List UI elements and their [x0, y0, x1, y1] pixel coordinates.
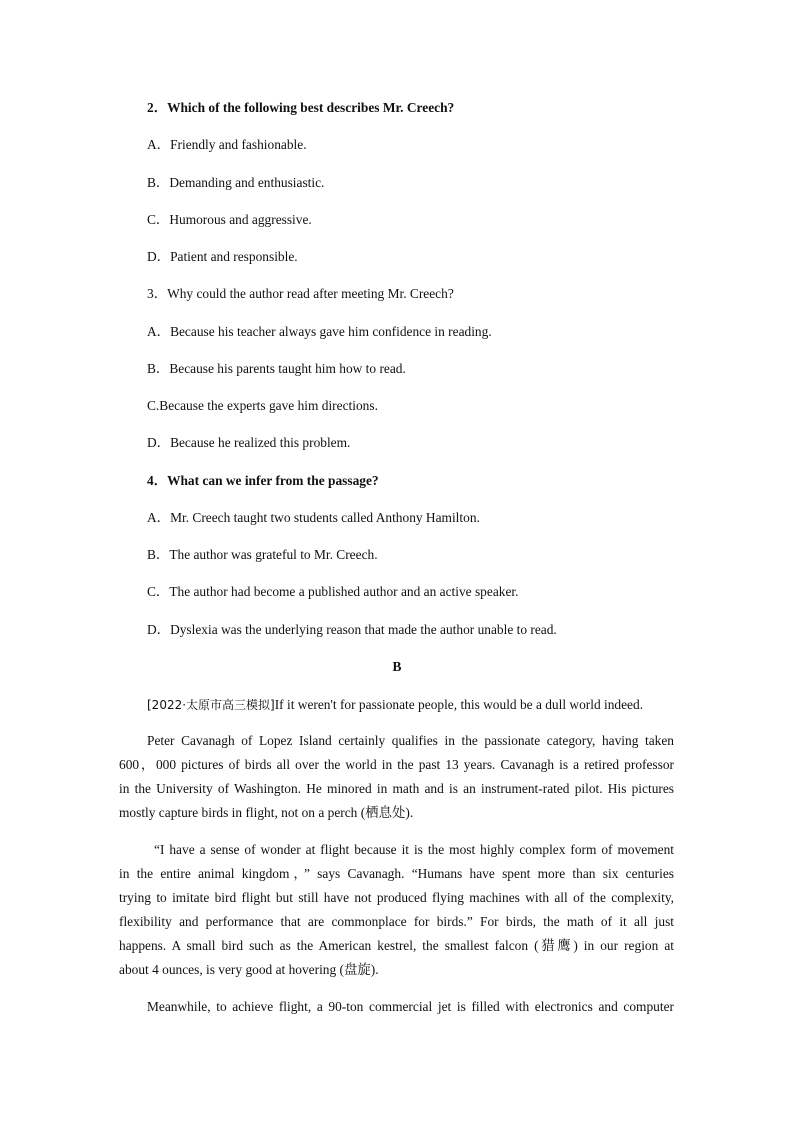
paragraph-line: about 4 ounces, is very good at hovering (盘旋). [119, 962, 379, 977]
option-text: Because the experts gave him directions. [159, 398, 378, 413]
paragraph-line: “I have a sense of wonder at flight because it is the most highly complex form of movement [154, 842, 674, 857]
option-label: D． [147, 249, 171, 264]
question-4-option-d [147, 622, 557, 638]
question-3-stem [147, 286, 454, 302]
option-label: C． [147, 212, 170, 227]
option-label: C. [147, 398, 160, 413]
question-2-option-a [147, 137, 307, 153]
option-label: D． [147, 435, 171, 450]
question-3-option-a [147, 324, 492, 340]
option-text: The author had become a published author and an active speaker. [169, 584, 519, 599]
paragraph-line: Peter Cavanagh of Lopez Island certainly qualifies in the passionate category, having taken [147, 733, 674, 748]
option-label: D． [147, 622, 171, 637]
option-label: B． [147, 361, 170, 376]
intro-text: If it weren't for passionate people, this would be a dull world indeed. [274, 697, 644, 712]
section-intro [147, 697, 643, 713]
question-text: Why could the author read after meeting Mr. Creech? [167, 286, 454, 301]
option-text: Because he realized this problem. [170, 435, 351, 450]
option-text: Because his parents taught him how to read. [169, 361, 406, 376]
option-text: The author was grateful to Mr. Creech. [169, 547, 378, 562]
paragraph-line: in the University of Washington. He minored in math and is an instrument-rated pilot. His pictures [119, 781, 674, 796]
option-text: Friendly and fashionable. [170, 137, 307, 152]
paragraph-line: 600，000 pictures of birds all over the world in the past 13 years. Cavanagh is a retired professor [119, 757, 674, 772]
option-label: B． [147, 175, 170, 190]
paragraph-line: mostly capture birds in flight, not on a perch (栖息处). [119, 805, 414, 820]
passage-paragraph-1 [119, 729, 674, 825]
question-4-stem [147, 473, 379, 489]
option-label: A． [147, 137, 171, 152]
question-3-option-d [147, 435, 350, 451]
passage-paragraph-2 [119, 838, 674, 982]
question-2-option-d [147, 249, 298, 265]
question-2-option-c [147, 212, 312, 228]
question-text: What can we infer from the passage? [167, 473, 379, 488]
source-tag: [2022·太原市高三模拟] [147, 698, 275, 712]
option-text: Because his teacher always gave him confidence in reading. [170, 324, 492, 339]
option-label: A． [147, 510, 171, 525]
paragraph-line: in the entire animal kingdom，” says Cavanagh. “Humans have spent more than six centuries [119, 866, 674, 881]
question-4-option-b [147, 547, 378, 563]
option-text: Patient and responsible. [170, 249, 298, 264]
question-number: 4． [147, 473, 168, 488]
section-title: B [392, 659, 402, 674]
passage-paragraph-3 [119, 995, 674, 1019]
question-3-option-b [147, 361, 406, 377]
question-number: 3． [147, 286, 168, 301]
paragraph-line: happens. A small bird such as the American kestrel, the smallest falcon (猎鹰) in our region at [119, 938, 674, 953]
question-2-stem [147, 100, 454, 116]
paragraph-line: trying to imitate bird flight but still have not produced flying machines with all of the complexity, [119, 890, 674, 905]
question-4-option-a [147, 510, 480, 526]
option-label: A． [147, 324, 171, 339]
option-text: Dyslexia was the underlying reason that made the author unable to read. [170, 622, 557, 637]
question-text: Which of the following best describes Mr. Creech? [167, 100, 455, 115]
option-text: Humorous and aggressive. [169, 212, 312, 227]
option-label: C． [147, 584, 170, 599]
option-label: B． [147, 547, 170, 562]
option-text: Mr. Creech taught two students called Anthony Hamilton. [170, 510, 480, 525]
paragraph-line: flexibility and performance that are commonplace for birds.” For birds, the math of it all just [119, 914, 674, 929]
question-3-option-c [147, 398, 378, 414]
question-2-option-b [147, 175, 324, 191]
option-text: Demanding and enthusiastic. [169, 175, 325, 190]
question-number: 2． [147, 100, 168, 115]
paragraph-line: Meanwhile, to achieve flight, a 90-ton commercial jet is filled with electronics and computer [147, 999, 674, 1014]
question-4-option-c [147, 584, 518, 600]
